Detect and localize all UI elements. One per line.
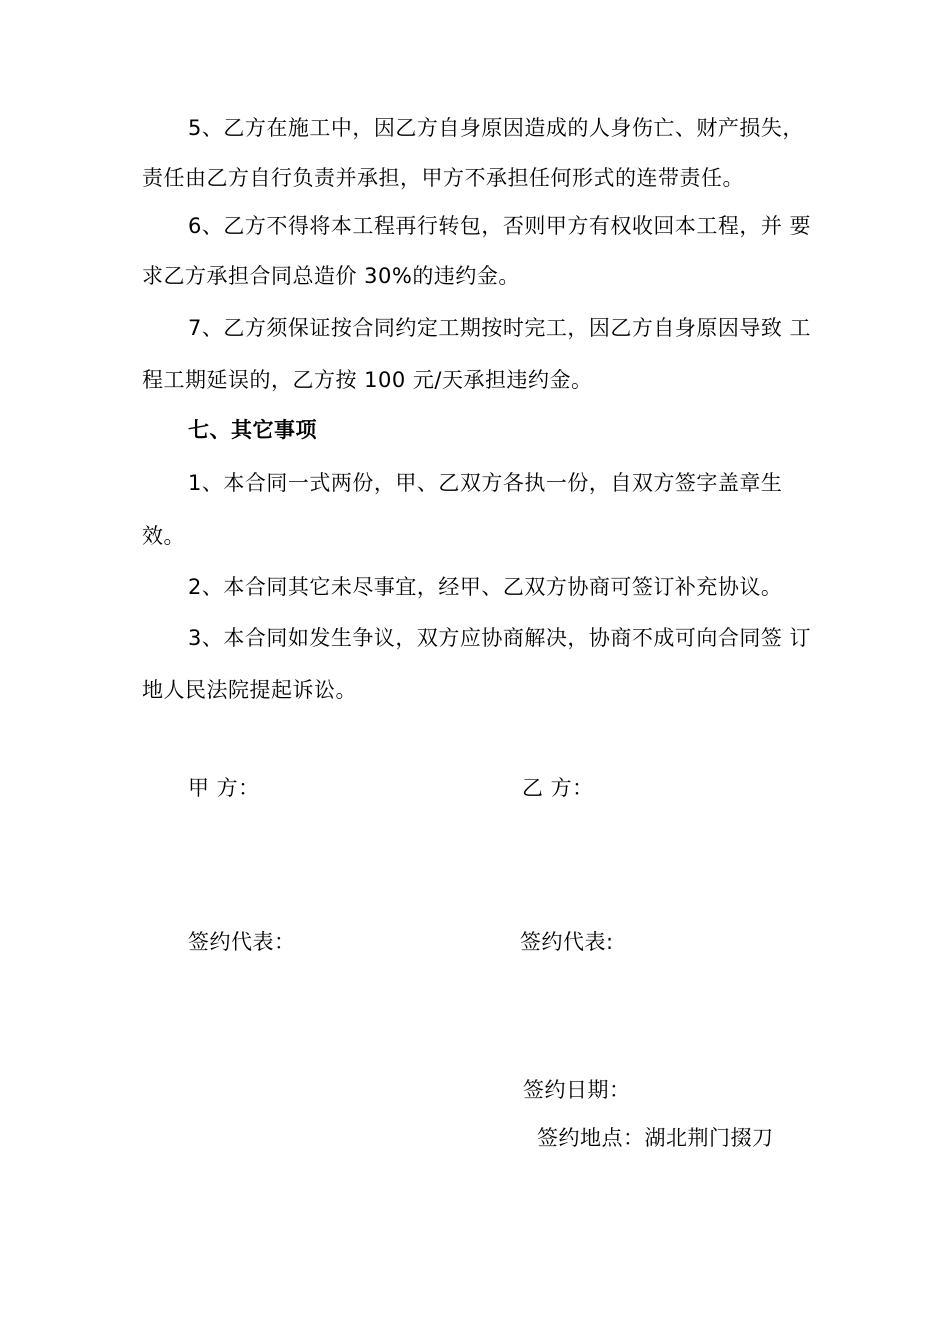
signing-date-label: 签约日期：	[523, 1078, 631, 1102]
party-a-label: 甲 方：	[188, 776, 260, 800]
item-1-line-1: 1、本合同一式两份，甲、乙双方各执一份，自双方签字盖章生	[188, 471, 783, 495]
item-3-line-1: 3、本合同如发生争议，双方应协商解决，协商不成可向合同签 订	[188, 626, 812, 650]
clause-5-line-2: 责任由乙方自行负责并承担，甲方不承担任何形式的连带责任。	[142, 166, 744, 190]
party-b-label: 乙 方：	[522, 776, 594, 800]
clause-7-line-1: 7、乙方须保证按合同约定工期按时完工，因乙方自身原因导致 工	[188, 316, 812, 340]
item-3-line-2: 地人民法院提起诉讼。	[142, 678, 357, 702]
clause-6-line-1: 6、乙方不得将本工程再行转包，否则甲方有权收回本工程，并 要	[188, 214, 812, 238]
representative-a-label: 签约代表：	[188, 930, 296, 954]
representative-b-label: 签约代表:	[520, 930, 614, 954]
clause-6-line-2: 求乙方承担合同总造价 30%的违约金。	[142, 264, 520, 288]
signing-place-label: 签约地点：湖北荆门掇刀	[537, 1126, 774, 1150]
item-2-line-1: 2、本合同其它未尽事宜，经甲、乙双方协商可签订补充协议。	[188, 575, 783, 599]
item-1-line-2: 效。	[142, 524, 185, 548]
clause-7-line-2: 程工期延误的，乙方按 100 元/天承担违约金。	[142, 368, 593, 392]
section-heading: 七、其它事项	[188, 418, 317, 442]
clause-5-line-1: 5、乙方在施工中，因乙方自身原因造成的人身伤亡、财产损失，	[188, 116, 804, 140]
